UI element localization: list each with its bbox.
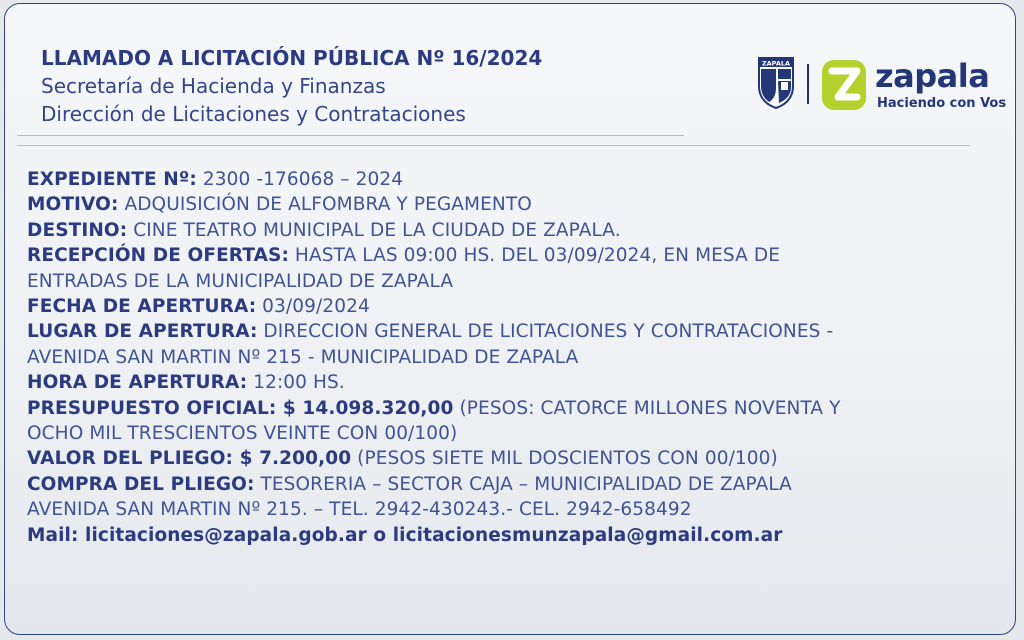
brand-tagline: Haciendo con Vos — [877, 96, 1007, 111]
motivo-line — [27, 192, 987, 217]
zapala-z-icon — [821, 59, 867, 111]
expediente-label: EXPEDIENTE Nº: — [27, 169, 197, 190]
zapala-logo-group — [757, 56, 1007, 112]
compra-value-2: AVENIDA SAN MARTIN Nº 215. – TEL. 2942-430243.- CEL. 2942-658492 — [27, 499, 692, 521]
presupuesto-line — [27, 396, 987, 421]
header-rule-short — [17, 135, 684, 136]
compra-line-2 — [27, 497, 987, 522]
direccion-subtitle: Dirección de Licitaciones y Contrataciones — [41, 102, 466, 126]
presupuesto-value: (PESOS: CATORCE MILLONES NOVENTA Y — [453, 397, 841, 419]
fecha-label: FECHA DE APERTURA: — [27, 296, 257, 318]
notice-body — [27, 167, 987, 548]
recepcion-value: HASTA LAS 09:00 HS. DEL 03/09/2024, EN MESA DE — [288, 245, 780, 267]
expediente-line — [27, 167, 987, 192]
hora-value: 12:00 HS. — [247, 372, 345, 394]
lugar-value: DIRECCION GENERAL DE LICITACIONES Y CONTRATACIONES - — [257, 321, 834, 343]
motivo-value: ADQUISICIÓN DE ALFOMBRA Y PEGAMENTO — [118, 194, 532, 216]
expediente-value: 2300 -176068 – 2024 — [196, 169, 404, 190]
lugar-line — [27, 319, 987, 344]
valor-value: (PESOS SIETE MIL DOSCIENTOS CON 00/100) — [351, 448, 778, 470]
logo-divider — [807, 64, 809, 104]
compra-label: COMPRA DEL PLIEGO: — [27, 473, 255, 495]
presupuesto-value-2: OCHO MIL TRESCIENTOS VEINTE CON 00/100) — [27, 423, 458, 445]
recepcion-line-2 — [27, 269, 987, 294]
destino-value: CINE TEATRO MUNICIPAL DE LA CIUDAD DE ZAPALA. — [127, 219, 621, 241]
notice-card — [4, 3, 1016, 635]
header-rule-long — [17, 145, 970, 146]
compra-line — [27, 472, 987, 497]
valor-line — [27, 446, 987, 471]
zapala-shield-icon — [757, 56, 795, 110]
notice-header — [41, 44, 542, 128]
mail-line: Mail: licitaciones@zapala.gob.ar o licitacionesmunzapala@gmail.com.ar — [27, 524, 783, 546]
lugar-line-2 — [27, 345, 987, 370]
recepcion-value-2: ENTRADAS DE LA MUNICIPALIDAD DE ZAPALA — [27, 270, 454, 292]
hora-label: HORA DE APERTURA: — [27, 372, 248, 394]
recepcion-line — [27, 243, 987, 268]
recepcion-label: RECEPCIÓN DE OFERTAS: — [27, 245, 289, 267]
presupuesto-line-2 — [27, 421, 987, 446]
lugar-value-2: AVENIDA SAN MARTIN Nº 215 - MUNICIPALIDAD DE ZAPALA — [27, 346, 579, 368]
secretaria-subtitle: Secretaría de Hacienda y Finanzas — [41, 74, 386, 98]
presupuesto-label: PRESUPUESTO OFICIAL: $ 14.098.320,00 — [27, 397, 454, 419]
valor-label: VALOR DEL PLIEGO: $ 7.200,00 — [27, 448, 352, 470]
brand-name: zapala — [875, 57, 990, 95]
hora-line — [27, 370, 987, 395]
destino-line — [27, 218, 987, 243]
notice-title: LLAMADO A LICITACIÓN PÚBLICA Nº 16/2024 — [41, 46, 543, 70]
destino-label: DESTINO: — [27, 219, 128, 241]
shield-text: ZAPALA — [761, 59, 791, 68]
fecha-value: 03/09/2024 — [256, 296, 370, 318]
motivo-label: MOTIVO: — [27, 194, 119, 216]
lugar-label: LUGAR DE APERTURA: — [27, 321, 258, 343]
compra-value: TESORERIA – SECTOR CAJA – MUNICIPALIDAD DE ZAPALA — [254, 473, 792, 495]
fecha-line — [27, 294, 987, 319]
